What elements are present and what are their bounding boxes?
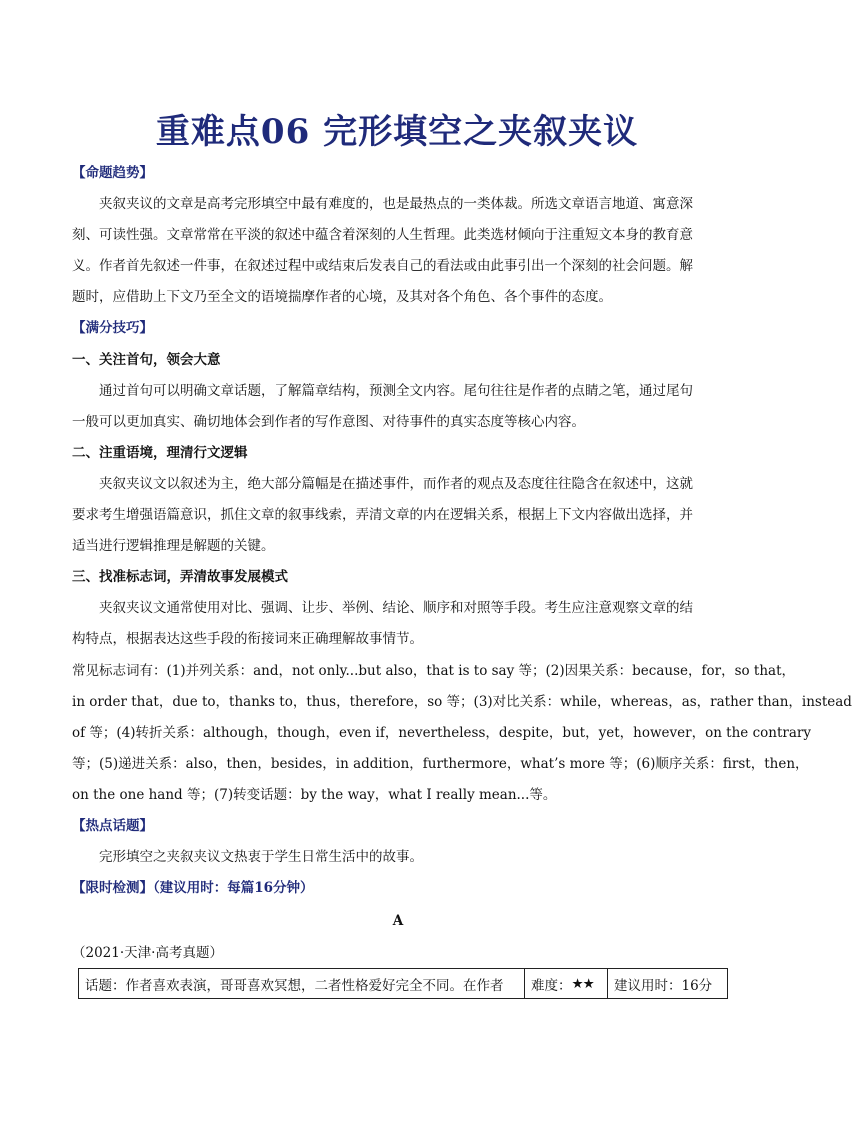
section-heading-hot-topic: 【热点话题】 — [72, 818, 153, 834]
marker-line: of 等；(4)转折关系：although，though，even if，nevertheless，despite，but，yet，however，on the contrary — [72, 725, 811, 741]
paragraph-line: 通过首句可以明确文章话题，了解篇章结构，预测全文内容。尾句往往是作者的点睛之笔，通过尾句 — [99, 383, 693, 399]
paragraph-line: 夹叙夹议文通常使用对比、强调、让步、举例、结论、顺序和对照等手段。考生应注意观察文章的结 — [99, 600, 693, 616]
section-heading-timed-test: 【限时检测】（建议用时：每篇16分钟） — [72, 880, 314, 896]
marker-line: in order that，due to，thanks to，thus，therefore，so 等；(3)对比关系：while，whereas，as，rather than，instead — [72, 694, 852, 710]
suggested-time-cell: 建议用时：16分 — [614, 977, 713, 994]
passage-label: A — [392, 913, 404, 929]
paragraph-line: 一般可以更加真实、确切地体会到作者的写作意图、对待事件的真实态度等核心内容。 — [72, 414, 585, 430]
paragraph-line: 要求考生增强语篇意识，抓住文章的叙事线索，弄清文章的内在逻辑关系，根据上下文内容做出选择，并 — [72, 507, 693, 523]
subheading-first-sentence: 一、关注首句，领会大意 — [72, 352, 221, 368]
paragraph-line: 夹叙夹议文以叙述为主，绝大部分篇幅是在描述事件，而作者的观点及态度往往隐含在叙述中，这就 — [99, 476, 693, 492]
subheading-markers: 三、找准标志词，弄清故事发展模式 — [72, 569, 288, 585]
page-title: 重难点06 完形填空之夹叙夹议 — [155, 112, 639, 152]
difficulty-label: 难度： — [531, 977, 572, 994]
section-heading-skills: 【满分技巧】 — [72, 320, 153, 336]
marker-line: 常见标志词有：(1)并列关系：and，not only...but also，that is to say 等；(2)因果关系：because，for，so that， — [72, 663, 796, 679]
passage-info-table — [78, 968, 728, 999]
difficulty-cell — [525, 969, 608, 998]
paragraph-line: 义。作者首先叙述一件事，在叙述过程中或结束后发表自己的看法或由此事引出一个深刻的社会问题。解 — [72, 258, 693, 274]
paragraph-line: 适当进行逻辑推理是解题的关键。 — [72, 538, 275, 554]
topic-cell: 话题：作者喜欢表演，哥哥喜欢冥想，二者性格爱好完全不同。在作者 — [79, 969, 525, 998]
paragraph-line: 刻、可读性强。文章常常在平淡的叙述中蕴含着深刻的人生哲理。此类选材倾向于注重短文本身的教育意 — [72, 227, 693, 243]
section-heading-trend: 【命题趋势】 — [72, 165, 153, 181]
paragraph-line: 完形填空之夹叙夹议文热衷于学生日常生活中的故事。 — [99, 849, 423, 865]
paragraph-line: 夹叙夹议的文章是高考完形填空中最有难度的，也是最热点的一类体裁。所选文章语言地道、寓意深 — [99, 196, 693, 212]
subheading-context: 二、注重语境，理清行文逻辑 — [72, 445, 248, 461]
marker-line: 等；(5)递进关系：also，then，besides，in addition，furthermore，what’s more 等；(6)顺序关系：first，then， — [72, 756, 809, 772]
question-source: （2021·天津·高考真题） — [72, 945, 223, 961]
paragraph-line: 题时，应借助上下文乃至全文的语境揣摩作者的心境，及其对各个角色、各个事件的态度。 — [72, 289, 612, 305]
paragraph-line: 构特点，根据表达这些手段的衔接词来正确理解故事情节。 — [72, 631, 423, 647]
marker-line: on the one hand 等；(7)转变话题：by the way，what I really mean...等。 — [72, 787, 557, 803]
difficulty-stars: ★★ — [571, 975, 594, 992]
